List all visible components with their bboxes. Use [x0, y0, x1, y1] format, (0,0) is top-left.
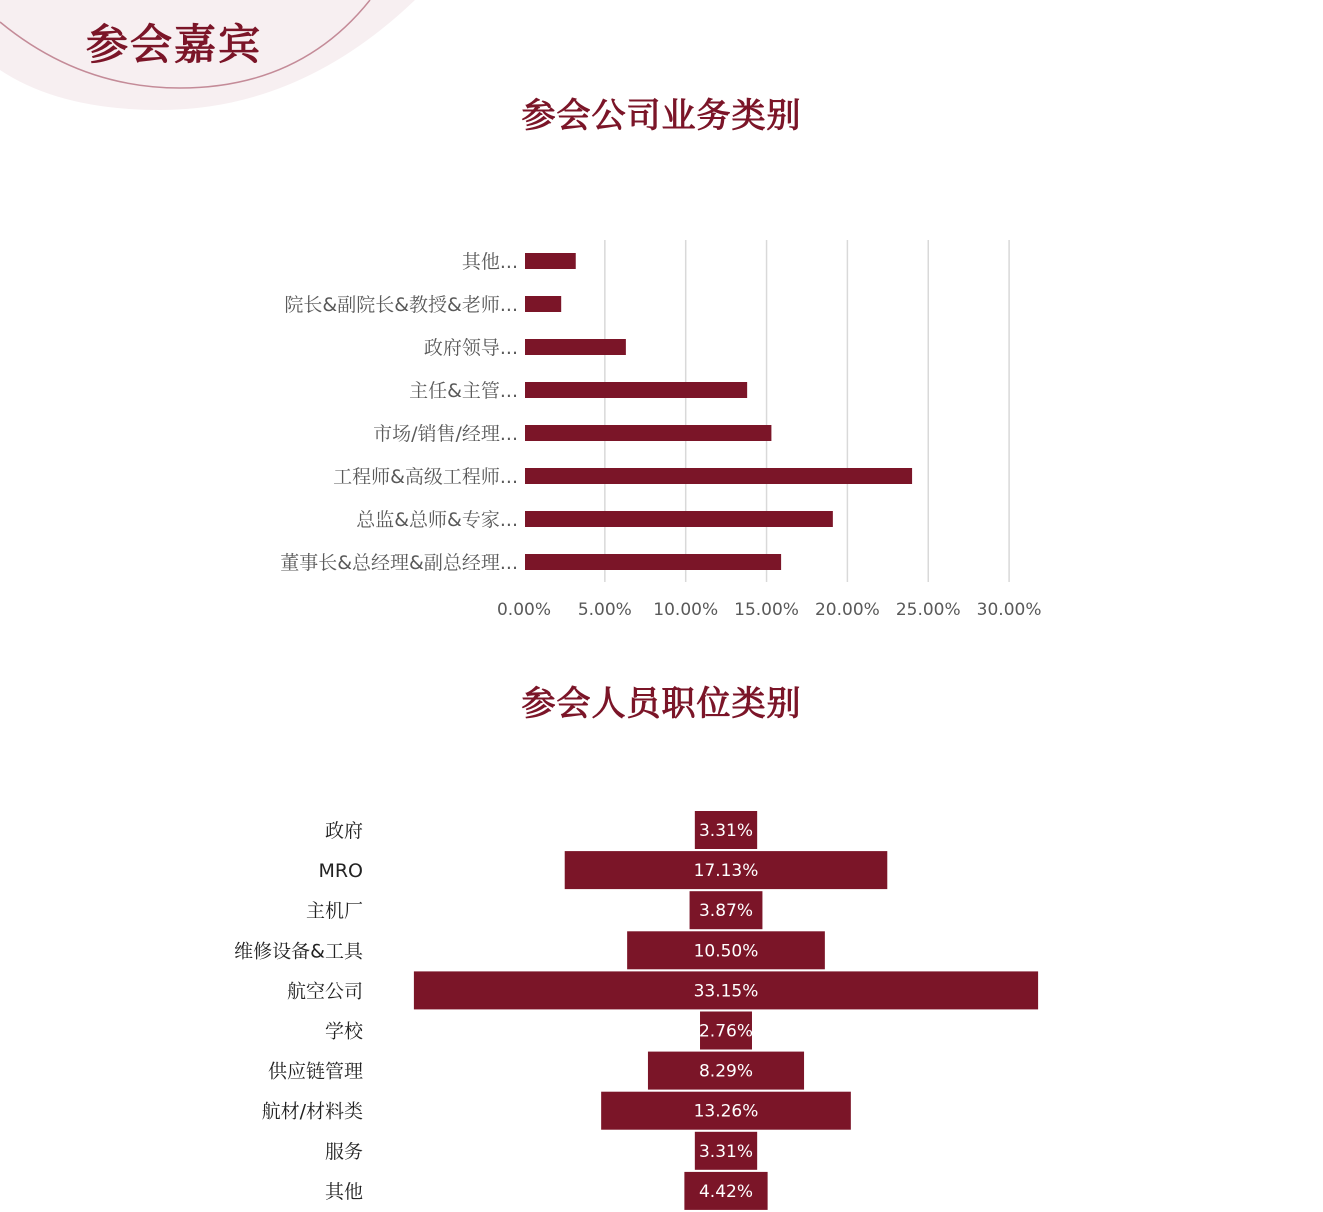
y-category-label: 工程师&高级工程师... [333, 466, 518, 488]
x-tick-label: 20.00% [814, 600, 880, 620]
y-category-label: 供应链管理 [267, 1060, 363, 1083]
x-tick-label: 0.00% [496, 600, 552, 620]
y-category-label: 院长&副院长&教授&老师... [284, 294, 518, 316]
x-tick-label: 25.00% [895, 600, 961, 620]
y-category-label: 总监&总师&专家... [356, 509, 518, 531]
y-category-label: 维修设备&工具 [234, 940, 363, 963]
y-category-label: 主机厂 [305, 900, 363, 923]
y-category-label: 航空公司 [286, 980, 363, 1003]
position-chart-title: 参会人员职位类别 [521, 684, 802, 724]
data-label: 3.31% [698, 1141, 754, 1162]
y-category-label: 政府领导... [423, 337, 518, 359]
y-category-label: 其他 [324, 1180, 363, 1203]
data-label: 3.31% [698, 821, 754, 841]
data-label: 13.26% [693, 1101, 759, 1122]
x-tick-label: 30.00% [976, 600, 1042, 620]
y-category-label: 市场/销售/经理... [373, 423, 518, 445]
business-chart-title: 参会公司业务类别 [521, 96, 802, 136]
x-tick-label: 5.00% [577, 600, 632, 620]
y-category-label: 学校 [324, 1020, 363, 1043]
y-category-label: 董事长&总经理&副总经理... [280, 552, 518, 574]
data-label: 4.42% [698, 1181, 754, 1202]
data-label: 10.50% [693, 941, 759, 962]
data-label: 8.29% [698, 1061, 754, 1082]
data-label: 2.76% [698, 1021, 754, 1042]
y-category-label: 航材/材料类 [261, 1100, 363, 1123]
y-category-label: 主任&主管... [409, 380, 518, 402]
x-tick-label: 10.00% [653, 600, 719, 620]
data-label: 17.13% [693, 861, 759, 882]
data-label: 33.15% [693, 981, 759, 1002]
y-category-label: 其他... [461, 251, 518, 273]
data-label: 3.87% [698, 901, 754, 922]
x-tick-label: 15.00% [734, 600, 799, 620]
y-category-label: 政府 [324, 820, 363, 842]
page-heading: 参会嘉宾 [86, 20, 263, 69]
y-category-label: 服务 [324, 1140, 363, 1163]
y-category-label: MRO [318, 860, 363, 883]
